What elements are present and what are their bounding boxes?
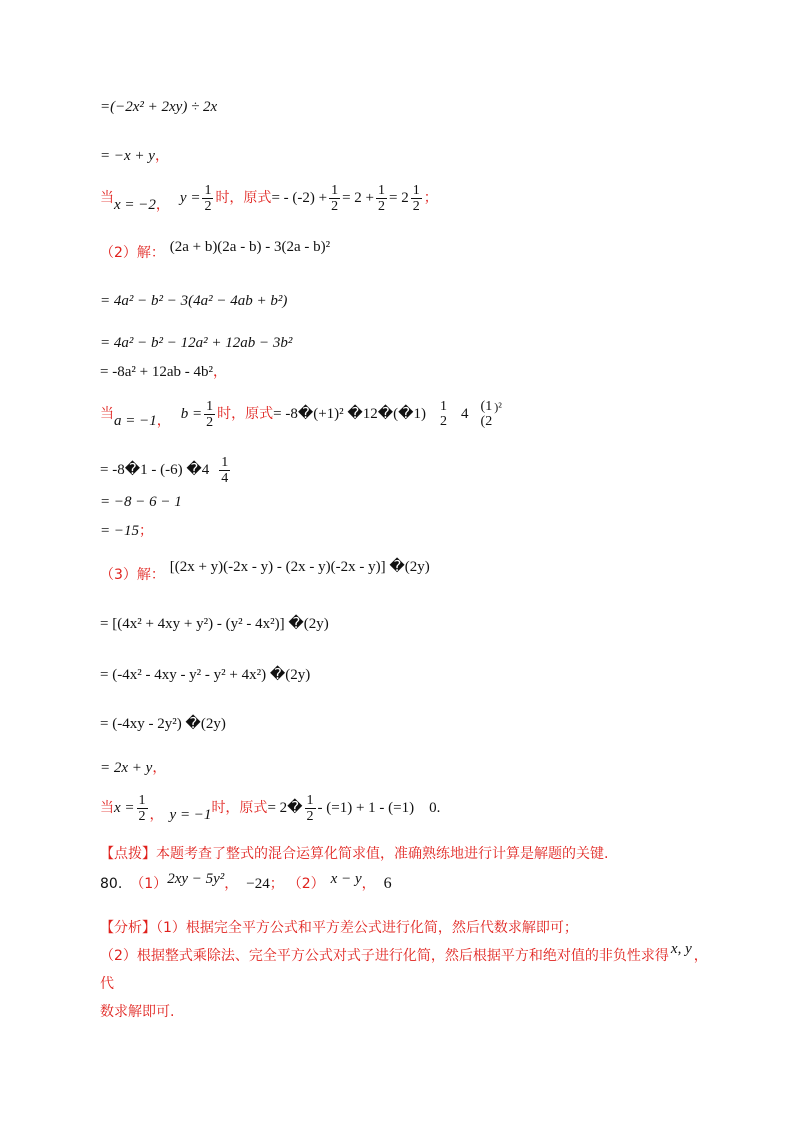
step-line-14: = (-4x² - 4xy - y² - y² + 4x²) �(2y)	[100, 667, 311, 683]
expr: - (=1) + 1 - (=1) 0	[317, 800, 437, 816]
punct: ，	[152, 760, 167, 776]
step-line-2	[100, 145, 169, 166]
note-text: 本题考查了整式的混合运算化简求值，准确熟练地进行计算是解题的关键.	[156, 846, 609, 862]
step-line-6: = 4a² − b² − 12a² + 12ab − 3b²	[100, 335, 293, 351]
a-value: a = −1	[114, 413, 157, 429]
punct: ；	[269, 876, 284, 892]
punct: ；	[423, 190, 438, 206]
time-label: 时，原式	[211, 800, 268, 816]
answer-value: −24	[246, 876, 270, 892]
expr: = -8a² + 12ab - 4b²	[100, 364, 213, 380]
step-line-10: = −8 − 6 − 1	[100, 494, 182, 510]
when-label: 当	[100, 800, 114, 816]
analysis-text: （1）根据完全平方公式和平方差公式进行化简，然后代数求解即可；	[156, 920, 578, 936]
punct: ，	[149, 807, 164, 823]
step-line-7	[100, 361, 227, 382]
note-tag: 【点拨】	[100, 846, 156, 862]
expr: = −15	[100, 523, 139, 539]
step-line-13: = [(4x² + 4xy + y²) - (y² - 4x²)] �(2y)	[100, 616, 329, 632]
note-line	[100, 843, 608, 864]
fraction: $\frac{1}{2}$	[206, 398, 214, 430]
x-value: x =	[114, 800, 135, 816]
fraction: $\frac{1}{4}$	[221, 454, 229, 486]
fraction: (1 (2	[480, 399, 493, 429]
when-label: 当	[100, 190, 114, 206]
expr: (2a + b)(2a - b) - 3(2a - b)²	[169, 239, 331, 255]
expr: = - (-2) +	[271, 190, 328, 206]
step-line-9	[100, 452, 232, 488]
expr: = 2 +	[342, 190, 375, 206]
expr: = 2�	[267, 800, 303, 816]
punct: ；	[139, 523, 153, 539]
step-line-5: = 4a² − b² − 3(4a² − 4ab + b²)	[100, 293, 288, 309]
fraction: $\frac{1}{2}$	[138, 792, 146, 824]
expr: = -8�(+1)² �12�(�1)	[273, 406, 427, 422]
analysis-line-3	[100, 998, 710, 1026]
expr: )²	[494, 400, 502, 414]
substitution-line-2	[100, 394, 502, 434]
y-value: y = −1	[169, 807, 212, 823]
expr: = -8�1 - (-6) �4	[100, 462, 210, 478]
analysis-line-1	[100, 914, 710, 942]
analysis-block	[100, 914, 710, 1026]
substitution-line-3	[100, 788, 440, 828]
punct: ，	[224, 876, 239, 892]
b-value: b =	[180, 406, 203, 422]
part-label: （2）	[287, 876, 325, 892]
answer-value: 6	[383, 875, 392, 892]
step-expr: = −x + y	[100, 148, 155, 164]
fraction: $\frac{1}{2}$	[306, 792, 314, 824]
expr: 4	[461, 406, 469, 422]
question-number: 80.	[100, 876, 123, 892]
analysis-text: 数求解即可.	[100, 1004, 175, 1020]
fraction: $\frac{1}{2}$	[204, 182, 212, 214]
analysis-text: （2）根据整式乘除法、完全平方公式对式子进行化简，然后根据平方和绝对值的非负性求得	[100, 948, 669, 964]
part-label: （2）解：	[100, 245, 165, 261]
punct: ，	[212, 364, 227, 380]
vars: x, y	[670, 941, 692, 957]
fraction: $\frac{1}{2}$	[412, 182, 420, 214]
punct: .	[436, 800, 441, 816]
part-3-header	[100, 556, 430, 583]
y-value: y =	[179, 190, 201, 206]
punct: ，	[361, 876, 376, 892]
analysis-text: ，代	[100, 948, 708, 992]
x-value: x = −2	[114, 197, 156, 213]
fraction: $\frac{1}{2}$	[378, 182, 386, 214]
time-label: 时，原式	[217, 406, 274, 422]
expr: = 2	[389, 190, 409, 206]
fraction: $\frac{1}{2}$	[331, 182, 339, 214]
punct: ，	[154, 148, 169, 164]
punct: ，	[156, 413, 171, 429]
expr: = 2x + y	[100, 760, 153, 776]
analysis-tag: 【分析】	[100, 920, 156, 936]
punct: ，	[155, 197, 170, 213]
step-line-15: = (-4xy - 2y²) �(2y)	[100, 716, 226, 732]
step-line-16	[100, 757, 166, 778]
question-80-answer	[100, 872, 392, 896]
answer-expr: x − y	[330, 871, 362, 887]
time-label: 时，原式	[215, 190, 272, 206]
when-label: 当	[100, 406, 114, 422]
part-2-header	[100, 236, 331, 261]
fraction: 1 2	[440, 399, 448, 429]
step-line-11	[100, 520, 153, 541]
step-line-1: =(−2x² + 2xy) ÷ 2x	[100, 99, 218, 115]
part-label: （3）解：	[100, 567, 165, 583]
expr: [(2x + y)(-2x - y) - (2x - y)(-2x - y)] �(2y)	[169, 559, 430, 575]
analysis-line-2	[100, 942, 710, 998]
answer-expr: 2xy − 5y²	[167, 871, 225, 887]
part-label: （1）	[130, 876, 168, 892]
substitution-line-1	[100, 178, 438, 218]
